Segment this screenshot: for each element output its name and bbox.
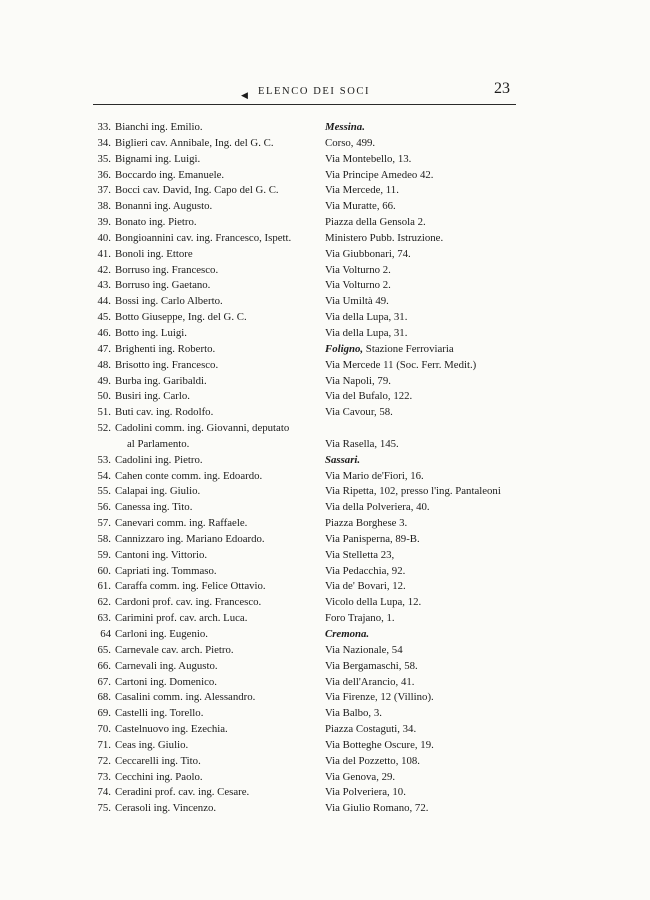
list-item [93, 231, 533, 247]
list-item [93, 136, 533, 152]
member-address: Via del Bufalo, 122. [325, 390, 413, 403]
list-item [93, 421, 533, 453]
list-item [93, 516, 533, 532]
member-address: Via Genova, 29. [325, 770, 396, 783]
list-item [93, 484, 533, 500]
running-header: ELENCO DEI SOCI [258, 86, 371, 97]
entry-number: 63. [97, 612, 111, 625]
entry-number: 44. [97, 295, 111, 308]
entry-number: 61. [97, 580, 111, 593]
entry-number: 39. [97, 216, 111, 229]
list-item [93, 405, 533, 421]
member-name: Brighenti ing. Roberto. [115, 342, 216, 355]
list-item [93, 152, 533, 168]
member-address: Cremona. [325, 628, 370, 640]
entry-number: 36. [97, 168, 111, 181]
list-item [93, 374, 533, 390]
entry-number: 42. [97, 263, 111, 276]
entry-number: 59. [97, 548, 111, 561]
list-item [93, 564, 533, 580]
member-address: Via Rasella, 145. [325, 437, 399, 450]
entry-number: 57. [97, 517, 111, 530]
entry-number: 50. [97, 390, 111, 403]
entry-number: 65. [97, 643, 111, 656]
member-name: Borruso ing. Gaetano. [115, 279, 211, 292]
list-item [93, 120, 533, 136]
member-address: Via Ripetta, 102, presso l'ing. Pantaleoni [325, 485, 501, 498]
member-address [325, 342, 454, 358]
member-address: Via Giulio Romano, 72. [325, 802, 429, 815]
member-address: Via Polveriera, 10. [325, 786, 406, 799]
member-address: Via Stelletta 23, [325, 548, 395, 561]
list-item [93, 310, 533, 326]
entry-number: 74. [97, 786, 111, 799]
member-address: Via del Pozzetto, 108. [325, 754, 420, 767]
address-detail: Stazione Ferroviaria [363, 342, 454, 355]
page-number: 23 [494, 80, 510, 97]
list-item [93, 469, 533, 485]
member-address: Sassari. [325, 453, 361, 466]
entry-number: 72. [97, 754, 111, 767]
entry-number: 40. [97, 231, 111, 244]
list-item [93, 278, 533, 294]
member-name: Castelnuovo ing. Ezechia. [115, 723, 228, 736]
member-address: Via Umiltà 49. [325, 295, 389, 308]
member-address: Via dell'Arancio, 41. [325, 675, 415, 688]
list-item [93, 342, 533, 358]
list-item [93, 595, 533, 611]
list-item [93, 611, 533, 627]
list-item [93, 500, 533, 516]
member-name: Bonato ing. Pietro. [115, 216, 197, 229]
entry-number: 66. [97, 659, 111, 672]
entry-number: 45. [97, 311, 111, 324]
entry-number: 73. [97, 770, 111, 783]
entry-number: 62. [97, 596, 111, 609]
member-name: Cecchini ing. Paolo. [115, 770, 203, 783]
member-name: Bignami ing. Luigi. [115, 152, 201, 165]
list-item [93, 199, 533, 215]
member-name: Borruso ing. Francesco. [115, 263, 219, 276]
member-address: Via Mercede 11 (Soc. Ferr. Medit.) [325, 358, 477, 371]
entry-number: 33. [97, 121, 111, 133]
list-item [93, 532, 533, 548]
member-address: Piazza della Gensola 2. [325, 216, 426, 229]
member-name: Cardoni prof. cav. ing. Francesco. [115, 596, 262, 609]
member-name: Bonanni ing. Augusto. [115, 200, 213, 213]
member-name: Castelli ing. Torello. [115, 707, 204, 720]
member-address: Via Napoli, 79. [325, 374, 391, 387]
entry-number: 34. [97, 136, 111, 149]
list-item [93, 453, 533, 469]
list-item [93, 294, 533, 310]
member-address: Via Firenze, 12 (Villino). [325, 691, 434, 704]
list-item [93, 690, 533, 706]
list-item [93, 579, 533, 595]
entry-number: 35. [97, 152, 111, 165]
member-address: Via Mario de'Fiori, 16. [325, 469, 424, 482]
member-address: Via della Lupa, 31. [325, 326, 408, 339]
entry-number: 46. [97, 326, 111, 339]
member-address: Vicolo della Lupa, 12. [325, 596, 422, 609]
member-name: Ceas ing. Giulio. [115, 738, 189, 751]
list-item [93, 215, 533, 231]
member-name: Cahen conte comm. ing. Edoardo. [115, 469, 263, 482]
member-name: Ceccarelli ing. Tito. [115, 754, 201, 767]
member-address: Via Nazionale, 54 [325, 643, 403, 656]
entry-number: 38. [97, 200, 111, 213]
member-name: Carnevali ing. Augusto. [115, 659, 218, 672]
entry-number: 41. [97, 247, 111, 260]
member-address: Corso, 499. [325, 136, 376, 149]
member-name: Carimini prof. cav. arch. Luca. [115, 612, 248, 625]
member-address: Via Giubbonari, 74. [325, 247, 411, 260]
entry-number: 67. [97, 675, 111, 688]
member-name: Biglieri cav. Annibale, Ing. del G. C. [115, 136, 274, 149]
member-list [93, 120, 533, 817]
member-address: Via Volturno 2. [325, 263, 391, 276]
entry-number: 75. [97, 802, 111, 815]
entry-number: 51. [97, 406, 111, 419]
member-address: Via Volturno 2. [325, 279, 391, 292]
entry-number: 43. [97, 279, 111, 292]
header-mark: ◀ [241, 91, 248, 101]
entry-number: 70. [97, 723, 111, 736]
member-address: Via della Lupa, 31. [325, 311, 408, 324]
member-name: Bongioannini cav. ing. Francesco, Ispett. [115, 231, 292, 244]
member-address: Foro Trajano, 1. [325, 612, 395, 625]
member-address: Via Muratte, 66. [325, 200, 396, 213]
member-name: Carnevale cav. arch. Pietro. [115, 643, 234, 656]
entry-number: 71. [97, 738, 111, 751]
member-name: Capriati ing. Tommaso. [115, 564, 217, 577]
member-name: Canessa ing. Tito. [115, 501, 193, 514]
list-item [93, 738, 533, 754]
entry-number: 58. [97, 532, 111, 545]
member-name: Canevari comm. ing. Raffaele. [115, 517, 248, 530]
member-address: Via Montebello, 13. [325, 152, 412, 165]
address-city: Foligno, [325, 342, 364, 355]
member-name: Burba ing. Garibaldi. [115, 374, 207, 387]
member-name: Carloni ing. Eugenio. [115, 628, 208, 640]
member-name: Cartoni ing. Domenico. [115, 675, 217, 688]
member-name: Bocci cav. David, Ing. Capo del G. C. [115, 184, 279, 197]
list-item [93, 263, 533, 279]
member-address: Messina. [325, 121, 365, 133]
member-address: Via Bergamaschi, 58. [325, 659, 418, 672]
list-item [93, 548, 533, 564]
list-item [93, 722, 533, 738]
member-name-continued: al Parlamento. [127, 437, 190, 450]
member-name: Cantoni ing. Vittorio. [115, 548, 208, 561]
list-item [93, 168, 533, 184]
list-item [93, 659, 533, 675]
list-item [93, 643, 533, 659]
member-name: Bossi ing. Carlo Alberto. [115, 295, 223, 308]
member-name: Cadolini ing. Pietro. [115, 453, 203, 466]
entry-number: 69. [97, 707, 111, 720]
member-address: Via della Polveriera, 40. [325, 501, 430, 514]
list-item [93, 706, 533, 722]
member-name: Cadolini comm. ing. Giovanni, deputato [115, 422, 290, 435]
header-rule [93, 104, 516, 105]
entry-number: 55. [97, 485, 111, 498]
member-name: Buti cav. ing. Rodolfo. [115, 406, 214, 419]
list-item [93, 785, 533, 801]
member-address: Via Cavour, 58. [325, 406, 393, 419]
member-name: Calapai ing. Giulio. [115, 485, 201, 498]
entry-number: 48. [97, 358, 111, 371]
member-name: Cannizzaro ing. Mariano Edoardo. [115, 532, 265, 545]
list-item [93, 675, 533, 691]
member-address: Via Mercede, 11. [325, 184, 399, 197]
entry-number: 49. [97, 374, 111, 387]
member-address: Via Pedacchia, 92. [325, 564, 406, 577]
list-item [93, 183, 533, 199]
member-address: Ministero Pubb. Istruzione. [325, 231, 444, 244]
entry-number: 47. [97, 342, 111, 355]
member-address: Piazza Costaguti, 34. [325, 723, 417, 736]
list-item [93, 326, 533, 342]
list-item [93, 627, 533, 643]
list-item [93, 801, 533, 817]
entry-number: 64 [100, 628, 111, 640]
entry-number: 68. [97, 691, 111, 704]
member-address: Via Balbo, 3. [325, 707, 382, 720]
member-name: Bonoli ing. Ettore [115, 247, 193, 260]
member-address: Via Panisperna, 89-B. [325, 532, 420, 545]
entry-number: 53. [97, 453, 111, 466]
member-name: Ceradini prof. cav. ing. Cesare. [115, 786, 250, 799]
member-name: Busiri ing. Carlo. [115, 390, 190, 403]
list-item [93, 770, 533, 786]
member-name: Boccardo ing. Emanuele. [115, 168, 225, 181]
member-name: Bianchi ing. Emilio. [115, 121, 203, 133]
entry-number: 54. [97, 469, 111, 482]
list-item [93, 247, 533, 263]
entry-number: 60. [97, 564, 111, 577]
list-item [93, 754, 533, 770]
member-name: Brisotto ing. Francesco. [115, 358, 219, 371]
member-name: Botto ing. Luigi. [115, 326, 187, 339]
member-address: Piazza Borghese 3. [325, 517, 408, 530]
list-item [93, 358, 533, 374]
member-address: Via de' Bovari, 12. [325, 580, 406, 593]
member-name: Cerasoli ing. Vincenzo. [115, 802, 217, 815]
member-name: Botto Giuseppe, Ing. del G. C. [115, 311, 247, 324]
entry-number: 52. [97, 422, 111, 435]
member-name: Caraffa comm. ing. Felice Ottavio. [115, 580, 266, 593]
list-item [93, 389, 533, 405]
entry-number: 56. [97, 501, 111, 514]
member-address: Via Botteghe Oscure, 19. [325, 738, 434, 751]
entry-number: 37. [97, 184, 111, 197]
member-address: Via Principe Amedeo 42. [325, 168, 434, 181]
member-name: Casalini comm. ing. Alessandro. [115, 691, 256, 704]
